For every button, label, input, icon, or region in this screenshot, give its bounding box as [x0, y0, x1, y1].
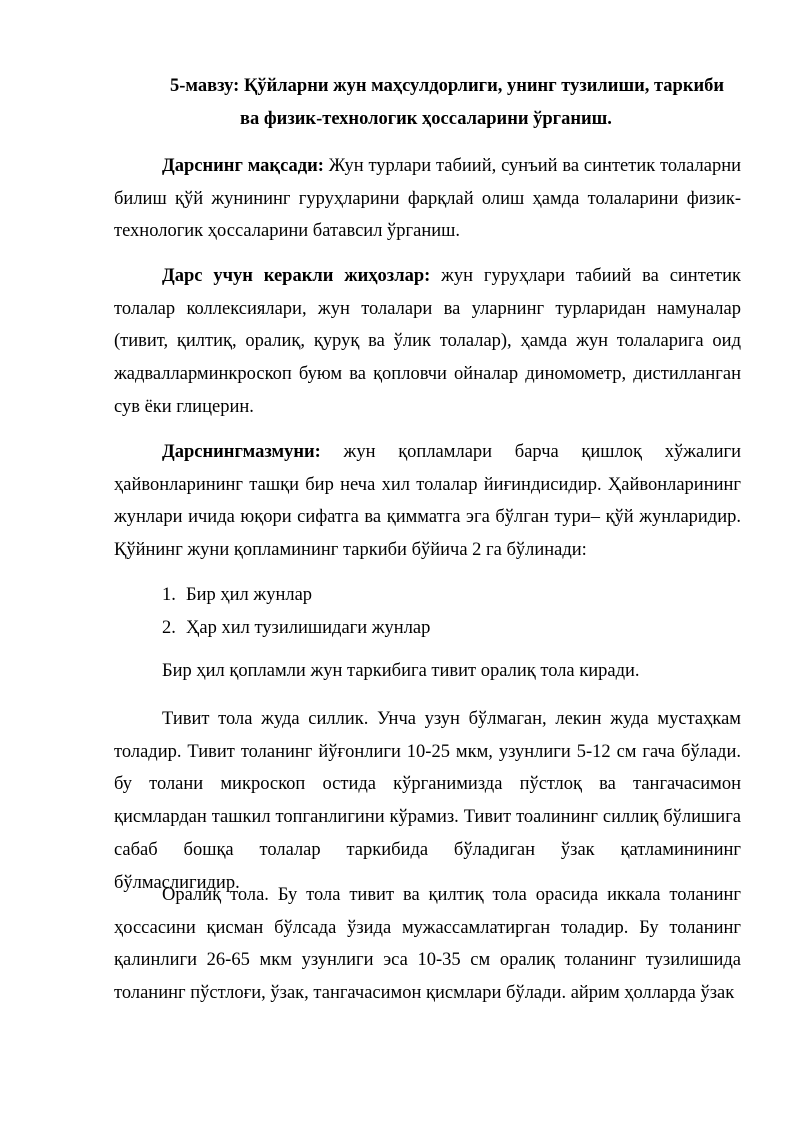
tivit-paragraph: Тивит тола жуда силлик. Унча узун бўлмаган, лекин жуда мустаҳкам толадир. Тивит толанинг йўғонлиги 10-25 мкм, узунлиги 5-12 см гача бўлади. бу толани микроскоп остида кўрганимизда пўстлоқ ва тангачасимон қисмлардан ташкил топганлигини кўрамиз. Тивит тоалининг силлиқ бўлишига сабаб бошқа толалар таркибида бўладиган ўзак қатламинининг бўлмаслигидир.	[114, 709, 741, 893]
oraliq-paragraph: Оралиқ тола. Бу тола тивит ва қилтиқ тола орасида иккала толанинг ҳоссасини қисман бўлсада ўзида мужассамлатирган толадир. Бу толанинг қалинлиги 26-65 мкм узунлиги эса 10-35 см оралиқ толанинг тузилишида толанинг пўстлоғи, ўзак, тангачасимон қисмлари бўлади. айрим ҳолларда ўзак	[114, 885, 741, 1004]
single-line-paragraph: Бир ҳил қопламли жун таркибига тивит оралиқ тола киради.	[162, 661, 640, 681]
equipment-text: жун гуруҳлари табиий ва синтетик толалар коллексиялари, жун толалари ва уларнинг турларидан намуналар (тивит, қилтиқ, оралиқ, қуруқ ва ўлик толалар), ҳамда жун толаларига оид жадвалларминкроскоп буюм ва қопловчи ойналар диномометр, дистилланган сув ёки глицерин.	[114, 266, 741, 417]
content-label: Дарснингмазмуни:	[162, 442, 321, 462]
goal-paragraph	[114, 150, 741, 248]
list-item	[162, 618, 430, 639]
content-text: жун қопламлари барча қишлоқ хўжалиги ҳайвонларининг ташқи бир неча хил толалар йиғиндисидир. Ҳайвонларининг жунлари ичида юқори сифатга ва қимматга эга бўлган тури– қўй жунларидир. Қўйнинг жуни қопламининг таркиби бўйича 2 га бўлинади:	[114, 442, 741, 561]
goal-label: Дарснинг мақсади:	[162, 156, 324, 176]
content-paragraph	[114, 436, 741, 567]
list-item-number: 2.	[162, 618, 176, 638]
equipment-paragraph	[114, 260, 741, 424]
document-title-line-2: ва физик-технологик ҳоссаларини ўрганиш.	[240, 109, 612, 129]
list-item-text: Ҳар хил тузилишидаги жунлар	[186, 618, 431, 638]
list-item	[162, 585, 312, 606]
list-item-text: Бир ҳил жунлар	[186, 585, 313, 605]
goal-text: Жун турлари табиий, сунъий ва синтетик толаларни билиш қўй жунининг гуруҳларини фарқлай олиш ҳамда толаларини физик-технологик ҳоссаларини батавсил ўрганиш.	[114, 156, 741, 242]
list-item-number: 1.	[162, 585, 176, 605]
equipment-label: Дарс учун керакли жиҳозлар:	[162, 266, 431, 286]
document-title-line-1: 5-мавзу: Қўйларни жун маҳсулдорлиги, унинг тузилиши, таркиби	[170, 76, 725, 96]
